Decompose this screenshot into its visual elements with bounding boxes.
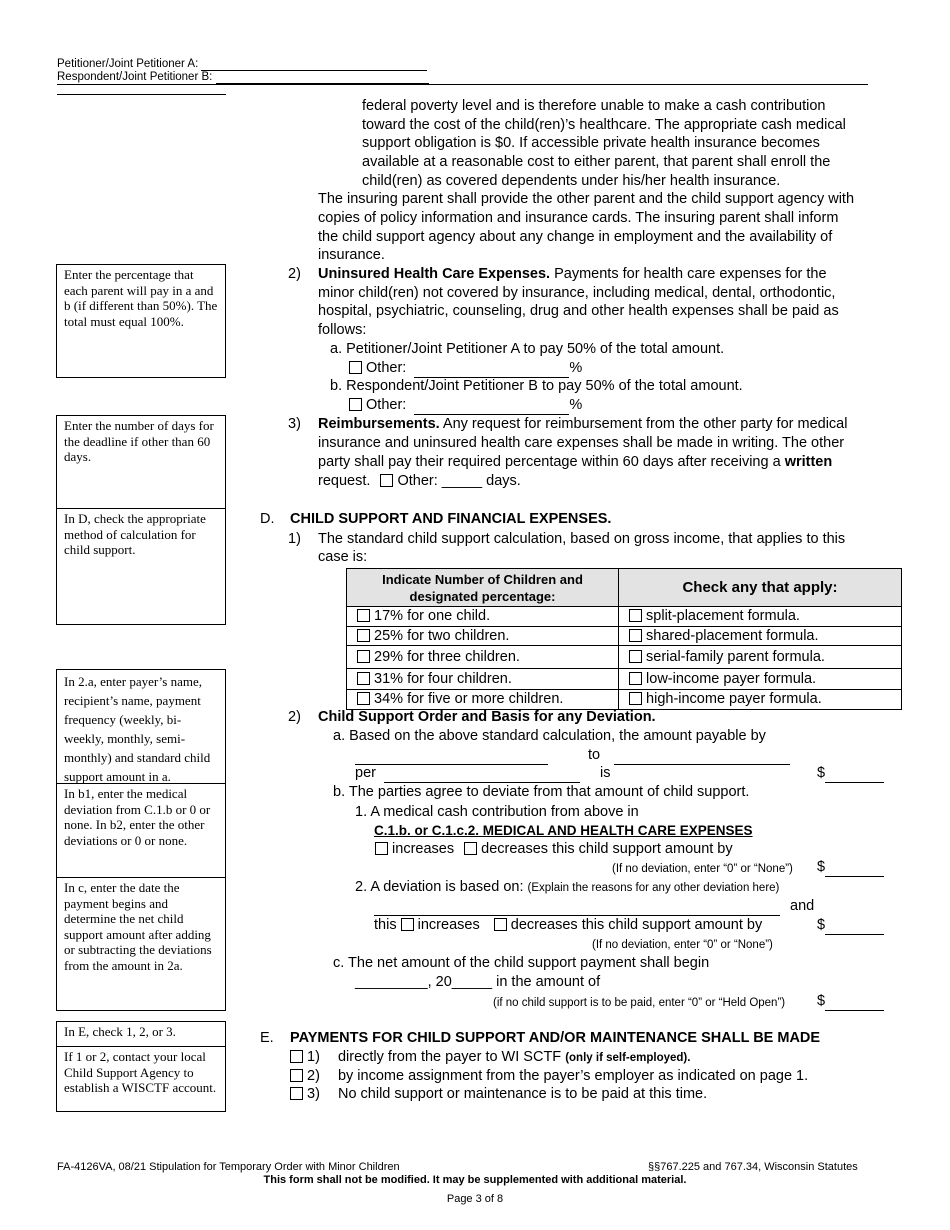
b1-increases-label: increases [392,841,455,857]
b2-decreases-label: decreases this child support amount by [510,917,763,933]
footer-notice: This form shall not be modified. It may be supplemented with additional material. [263,1174,687,1186]
c-note: (if no child support is to be paid, enter “0” or “Held Open”) [493,997,786,1009]
d2-title-text: Child Support Order and Basis for any Deviation. [318,709,656,725]
respondent-line [57,70,429,84]
low-income-label: low-income payer formula. [646,671,817,687]
b1-increases-checkbox[interactable] [375,842,388,855]
b2-decreases-checkbox[interactable] [494,918,507,931]
this-word: this [374,917,397,933]
item2b-other-label: Other: [366,397,407,413]
d1-number: 1) [288,531,301,547]
b1-amount-field[interactable] [825,862,884,877]
section-e-title [290,1029,820,1048]
dollar-sign: $ [817,993,826,1009]
e2-text: by income assignment from the payer’s employer as indicated on page 1. [337,1068,809,1084]
dollar-sign: $ [817,765,826,781]
frequency-field[interactable] [384,768,580,783]
percent-25-checkbox[interactable] [357,629,370,642]
item2-title: Uninsured Health Care Expenses. [318,266,551,282]
item2b-other-field[interactable] [414,400,569,415]
percent-29-label: 29% for three children. [374,649,520,665]
respondent-name-field[interactable] [216,71,429,84]
percent-17-label: 17% for one child. [374,608,491,625]
table-row [347,607,902,627]
table-cell [619,690,902,710]
item2b-text: b. Respondent/Joint Petitioner B to pay 50% of the total amount. [330,378,743,394]
sidebar-note-deviation: In b1, enter the medical deviation from C.1.b or 0 or none. In b2, enter the other deviations or 0 or none. [56,783,226,878]
b2-increase-decrease [374,916,762,935]
e2-checkbox[interactable] [290,1069,303,1082]
shared-placement-checkbox[interactable] [629,629,642,642]
item2a-other-label: Other: [366,360,407,376]
header-rule [57,84,868,85]
table-cell [619,626,902,646]
d2-title [318,708,656,727]
table-row [347,669,902,690]
sidebar-note-wisctf: If 1 or 2, contact your local Child Support Agency to establish a WISCTF account. [56,1046,226,1112]
standard-amount [817,764,884,783]
item3-title: Reimbursements. [318,416,440,432]
continuation-line-3: support obligation is $0. If accessible private health insurance becomes [362,135,820,151]
section-e-letter: E. [260,1030,274,1046]
insuring-line-1: The insuring parent shall provide the other parent and the child support agency with [318,191,855,207]
table-cell [347,607,619,627]
d1-line-2: case is: [318,549,368,565]
sidebar-note-section-e: In E, check 1, 2, or 3. [56,1021,226,1047]
e1-checkbox[interactable] [290,1050,303,1063]
item3-line-1 [318,415,847,434]
item2-line-4: follows: [318,322,367,338]
item2a-other-checkbox[interactable] [349,361,362,374]
sidebar-note-net-amount: In c, enter the date the payment begins and determine the net child support amount after adding or subtracting the deviations from the amount in 2a. [56,877,226,1011]
section-d-title [290,510,611,529]
and-word: and [790,898,815,914]
e1-row [290,1048,690,1068]
per-word: per [355,765,376,781]
b2-increases-label: increases [417,917,480,933]
table-header-children: Indicate Number of Children and designated percentage: [347,569,619,607]
table-row [347,626,902,646]
c-text: c. The net amount of the child support payment shall begin [333,955,710,971]
footer-statutes: §§767.225 and 767.34, Wisconsin Statutes [648,1161,858,1173]
table-row [347,646,902,669]
petitioner-line [57,57,427,71]
b2-no-deviation-note: (If no deviation, enter “0” or “None”) [592,939,773,951]
serial-family-label: serial-family parent formula. [646,649,825,665]
e1-note: (only if self-employed). [565,1052,691,1064]
split-placement-label: split-placement formula. [646,608,800,625]
b1-increase-decrease [375,840,733,859]
sidebar-note-calculation: In D, check the appropriate method of calculation for child support. [56,508,226,625]
dollar-sign: $ [817,917,826,933]
footer-form-id: FA-4126VA, 08/21 Stipulation for Temporary Order with Minor Children [57,1161,400,1173]
net-amount-field[interactable] [825,996,884,1011]
item3-line-2: insurance and uninsured health care expenses shall be made in writing. The other [318,435,845,451]
shared-placement-label: shared-placement formula. [646,627,819,644]
table-cell [619,669,902,690]
high-income-label: high-income payer formula. [646,691,822,708]
recipient-name-field[interactable] [614,750,790,765]
item2a-other [349,359,582,378]
e1-number: 1) [307,1049,320,1065]
sidebar-note-payer: In 2.a, enter payer’s name, recipient’s name, payment frequency (weekly, bi-weekly, monthly, semi-monthly) and standard child support amount in a. [56,669,226,784]
c-amount [817,992,884,1011]
serial-family-checkbox[interactable] [629,650,642,663]
to-word: to [588,747,601,763]
table-cell [619,607,902,627]
footer-page-number: Page 3 of 8 [446,1193,504,1205]
percent-34-label: 34% for five or more children. [374,691,564,708]
e1-text: directly from the payer to WI SCTF [337,1049,566,1065]
insuring-line-4: insurance. [318,247,385,263]
table-header-row [347,569,902,607]
table-cell [619,646,902,669]
b2-reason-line [374,897,814,916]
sidebar-note-percentage: Enter the percentage that each parent will pay in a and b (if different than 50%). The total must equal 100%. [56,264,226,378]
item2a-text: a. Petitioner/Joint Petitioner A to pay 50% of the total amount. [330,341,725,357]
section-d-title-text: CHILD SUPPORT AND FINANCIAL EXPENSES. [290,511,612,527]
e2-number: 2) [307,1068,320,1084]
e3-checkbox[interactable] [290,1087,303,1100]
item3-request: request. [318,473,371,489]
b2-amount [817,916,884,935]
b1-no-deviation-note: (If no deviation, enter “0” or “None”) [612,863,793,875]
percent-29-checkbox[interactable] [357,650,370,663]
item2-line-2: minor child(ren) not covered by insurance, including medical, dental, orthodontic, [318,285,836,301]
item2-line-3: hospital, psychiatric, counseling, drug and other health expenses shall be paid as [318,303,839,319]
table-row [347,690,902,710]
b1-amount [817,858,884,877]
percent-17-checkbox[interactable] [357,609,370,622]
high-income-checkbox[interactable] [629,692,642,705]
b1-decreases-checkbox[interactable] [464,842,477,855]
item2b-other-checkbox[interactable] [349,398,362,411]
dollar-sign: $ [817,859,826,875]
e3-text: No child support or maintenance is to be paid at this time. [337,1086,708,1102]
b1-text: 1. A medical cash contribution from above in [355,804,639,820]
b1-decreases-label: decreases this child support amount by [481,841,733,857]
section-d-letter: D. [260,511,275,527]
d2-number: 2) [288,709,301,725]
percent-31-label: 31% for four children. [374,671,512,687]
sidebar-top-rule [57,94,226,95]
b2-text [355,878,779,898]
item3-line3-text: party shall pay their required percentage within 60 days after receiving a [318,454,785,470]
percent-34-checkbox[interactable] [357,692,370,705]
d2a-payer-line [355,746,790,765]
item2a-percent: % [569,360,583,376]
b1-reference: C.1.b. or C.1.c.2. MEDICAL AND HEALTH CARE EXPENSES [374,823,753,838]
d1-line-1: The standard child support calculation, based on gross income, that applies to this [318,531,846,547]
item3-number: 3) [288,416,301,432]
item2b-other [349,396,582,415]
item3-line-3 [318,453,832,472]
sidebar-note-deadline: Enter the number of days for the deadline if other than 60 days. [56,415,226,509]
table-header-check: Check any that apply: [619,569,902,607]
table-cell [347,690,619,710]
petitioner-label: Petitioner/Joint Petitioner A: [57,58,199,70]
item2-line1-text: Payments for health care expenses for the [550,266,827,282]
b2-amount-field[interactable] [825,920,884,935]
insuring-line-2: copies of policy information and insurance cards. The insuring parent shall inform [318,210,839,226]
is-word: is [600,765,611,781]
item3-other-days: Other: _____ days. [397,473,521,489]
table-cell [347,669,619,690]
continuation-line-5: child(ren) as covered dependents under his/her health insurance. [362,173,781,189]
insuring-line-3: the child support agency about any change in employment and the availability of [318,229,833,245]
item3-line-4 [318,472,521,491]
split-placement-checkbox[interactable] [629,609,642,622]
item2-line-1 [318,265,827,284]
e2-row [290,1067,808,1086]
payer-name-field[interactable] [355,750,548,765]
b2-increases-checkbox[interactable] [401,918,414,931]
d2a-text: a. Based on the above standard calculation, the amount payable by [333,728,766,744]
table-cell [347,646,619,669]
e3-row [290,1085,707,1104]
respondent-label: Respondent/Joint Petitioner B: [57,71,213,83]
section-e-title-text: PAYMENTS FOR CHILD SUPPORT AND/OR MAINTENANCE SHALL BE MADE [290,1030,821,1046]
item2a-other-field[interactable] [414,363,569,378]
d2b-text: b. The parties agree to deviate from that amount of child support. [333,784,750,800]
e3-number: 3) [307,1086,320,1102]
low-income-checkbox[interactable] [629,672,642,685]
item2-number: 2) [288,266,301,282]
calculation-table [346,568,902,710]
item3-written: written [784,454,833,470]
continuation-line-4: available at a reasonable cost to either parent, that parent shall enroll the [362,154,831,170]
b2-reason-field[interactable] [374,901,780,916]
b2-explain-note: (Explain the reasons for any other deviation here) [527,882,780,894]
b2-label: 2. A deviation is based on: [355,879,528,895]
standard-amount-field[interactable] [825,768,884,783]
c-date-line: _________, 20_____ in the amount of [355,974,601,990]
percent-31-checkbox[interactable] [357,672,370,685]
item2b-percent: % [569,397,583,413]
continuation-line-2: toward the cost of the child(ren)’s healthcare. The appropriate cash medical [362,117,846,133]
continuation-line-1: federal poverty level and is therefore unable to make a cash contribution [362,98,826,114]
item3-other-checkbox[interactable] [380,474,393,487]
percent-25-label: 25% for two children. [374,627,510,644]
item3-line1-text: Any request for reimbursement from the other party for medical [439,416,848,432]
d2a-per-line [355,764,611,783]
table-cell [347,626,619,646]
